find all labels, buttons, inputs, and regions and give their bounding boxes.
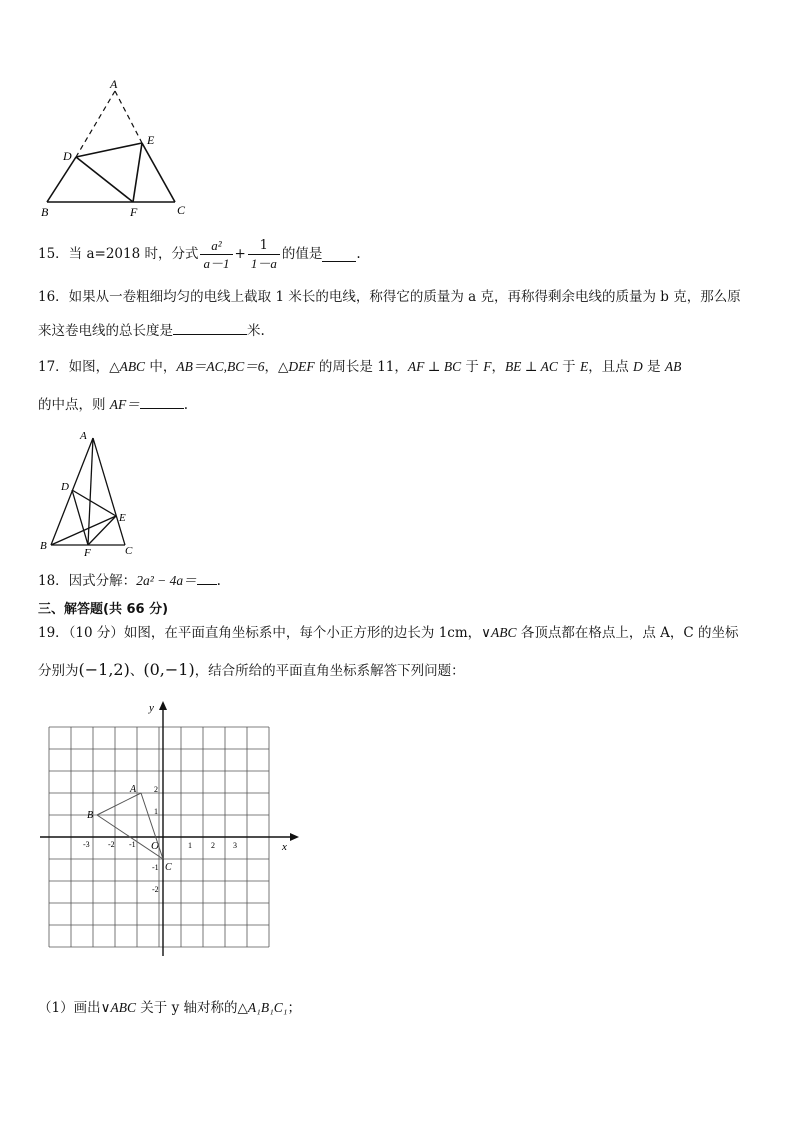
- question-19-part-1: [38, 998, 301, 1018]
- q17-t8: 是: [642, 359, 665, 375]
- q19-coord-a: (−1,2): [78, 660, 130, 679]
- q19-line2-post: ，结合所给的平面直角坐标系解答下列问题：: [194, 663, 465, 679]
- x-tick-2: 2: [211, 841, 215, 850]
- q17-line2-pre: 的中点，则: [38, 397, 110, 413]
- point-c-label: C: [165, 862, 172, 873]
- q19-1-end: ；: [287, 1000, 301, 1016]
- question-16-line-1: 16．如果从一卷粗细均匀的电线上截取 1 米长的电线，称得它的质量为 a 克，再称得剩余电线的质量为 b 克，那么原: [38, 289, 741, 305]
- answer-blank-17[interactable]: [140, 394, 184, 409]
- q17-condition-af: AF ⊥ BC: [407, 359, 462, 374]
- q17-num: 17．如图，: [38, 359, 110, 375]
- q18-pre: 18．因式分解：: [38, 573, 137, 589]
- q16-line2-post: 米.: [247, 323, 265, 339]
- question-19-line-1: [38, 623, 738, 643]
- label-b: B: [41, 205, 49, 219]
- fraction-2-denominator: 1－a: [250, 255, 277, 271]
- q19-1-tri-a1b1c1: △A₁B₁C₁: [237, 1000, 288, 1015]
- q17-af: AF＝: [109, 397, 140, 412]
- q19-1-pre: （1）画出: [38, 1000, 101, 1016]
- x-tick-neg3: -3: [83, 840, 90, 849]
- fraction-2: [248, 237, 280, 272]
- x-tick-3: 3: [233, 841, 237, 850]
- q19-sep: 、: [129, 663, 144, 679]
- q17-condition-be: BE ⊥ AC: [504, 359, 558, 374]
- q19-coord-c: (0,−1): [143, 660, 195, 679]
- triangle-side-ab: [97, 793, 141, 815]
- segment-ec: [142, 143, 175, 202]
- segment-ac: [93, 438, 125, 545]
- segment-de: [76, 143, 142, 157]
- x-tick-1: 1: [188, 841, 192, 850]
- triangle-figure-17: [36, 426, 146, 560]
- x-tick-neg1: -1: [129, 840, 136, 849]
- q17-tri-def: △DEF: [278, 359, 315, 374]
- label-d: D: [61, 481, 69, 493]
- q17-line2-end: .: [183, 397, 189, 413]
- q19-line1-post: 各顶点都在格点上，点 A，C 的坐标: [516, 625, 739, 641]
- q17-point-e: E: [579, 359, 589, 374]
- segment-df: [76, 157, 133, 202]
- q17-t5: ，: [491, 359, 505, 375]
- question-17-line-1: [38, 357, 681, 377]
- x-axis-arrow: [290, 833, 299, 841]
- section-heading: 三、解答题(共 66 分): [38, 602, 169, 617]
- q17-tri-abc: △ABC: [109, 359, 146, 374]
- q17-segment-ab: AB: [664, 359, 682, 374]
- q18-expression: 2a² − 4a＝: [136, 573, 197, 588]
- q19-1-tri-abc: ∨ABC: [100, 1000, 136, 1015]
- q19-tri-abc: ∨ABC: [481, 625, 517, 640]
- dashed-line-ad: [76, 91, 115, 157]
- q17-t3: 的周长是 11，: [314, 359, 408, 375]
- q18-end: .: [216, 573, 221, 589]
- q15-suffix: 的值是: [281, 246, 323, 262]
- q17-condition-1: AB＝AC,BC＝6: [176, 359, 265, 374]
- coordinate-grid-figure: [36, 698, 306, 960]
- q17-t7: ，且点: [588, 359, 634, 375]
- segment-ef: [88, 516, 116, 545]
- y-tick-2: 2: [154, 785, 158, 794]
- q19-line1-pre: 19．（10 分）如图，在平面直角坐标系中，每个小正方形的边长为 1cm，: [38, 625, 482, 641]
- label-e: E: [147, 133, 155, 147]
- dashed-line-ae: [115, 91, 142, 143]
- segment-af: [88, 438, 93, 545]
- q17-t2: ，: [264, 359, 278, 375]
- q15-plus: +: [234, 246, 246, 262]
- label-c: C: [125, 545, 133, 557]
- question-15: [38, 232, 361, 276]
- fraction-1-numerator: a²: [200, 237, 232, 255]
- x-tick-neg2: -2: [108, 840, 115, 849]
- label-d: D: [63, 149, 72, 163]
- q17-t1: 中，: [145, 359, 177, 375]
- question-17-line-2: [38, 394, 188, 415]
- fraction-2-numerator: 1: [248, 237, 280, 255]
- y-tick-1: 1: [154, 807, 158, 816]
- label-a: A: [80, 430, 87, 442]
- q19-line2-pre: 分别为: [38, 663, 79, 679]
- y-axis-arrow: [159, 701, 167, 710]
- q17-point-f: F: [483, 359, 492, 374]
- label-b: B: [40, 540, 47, 552]
- point-a-label: A: [130, 784, 137, 795]
- segment-db: [47, 157, 76, 202]
- triangle-figure-14: [30, 76, 200, 222]
- answer-blank-15[interactable]: [322, 247, 356, 262]
- point-b-label: B: [87, 810, 94, 821]
- question-19-line-2: [38, 660, 465, 681]
- label-a: A: [110, 77, 118, 91]
- label-f: F: [130, 205, 138, 219]
- y-tick-neg1: -1: [152, 863, 159, 872]
- segment-ef: [133, 143, 142, 202]
- y-tick-neg2: -2: [152, 885, 159, 894]
- answer-blank-18[interactable]: [197, 570, 217, 585]
- x-axis-label: x: [282, 841, 287, 853]
- y-axis-label: y: [149, 702, 154, 714]
- q15-prefix: 15．当 a=2018 时，分式: [38, 246, 199, 262]
- fraction-1-denominator: a－1: [203, 255, 230, 271]
- answer-blank-16[interactable]: [173, 320, 247, 335]
- question-18: [38, 570, 221, 591]
- q17-point-d: D: [633, 359, 643, 374]
- origin-label: O: [151, 840, 159, 852]
- q17-t6: 于: [557, 359, 580, 375]
- question-16-line-2: [38, 320, 265, 341]
- q19-1-mid: 关于 y 轴对称的: [135, 1000, 238, 1016]
- label-f: F: [84, 547, 91, 559]
- label-e: E: [119, 512, 126, 524]
- q16-line2-pre: 来这卷电线的总长度是: [38, 323, 173, 339]
- q17-t4: 于: [461, 359, 484, 375]
- fraction-1: [200, 237, 232, 272]
- label-c: C: [177, 203, 186, 217]
- q15-end: .: [356, 246, 361, 262]
